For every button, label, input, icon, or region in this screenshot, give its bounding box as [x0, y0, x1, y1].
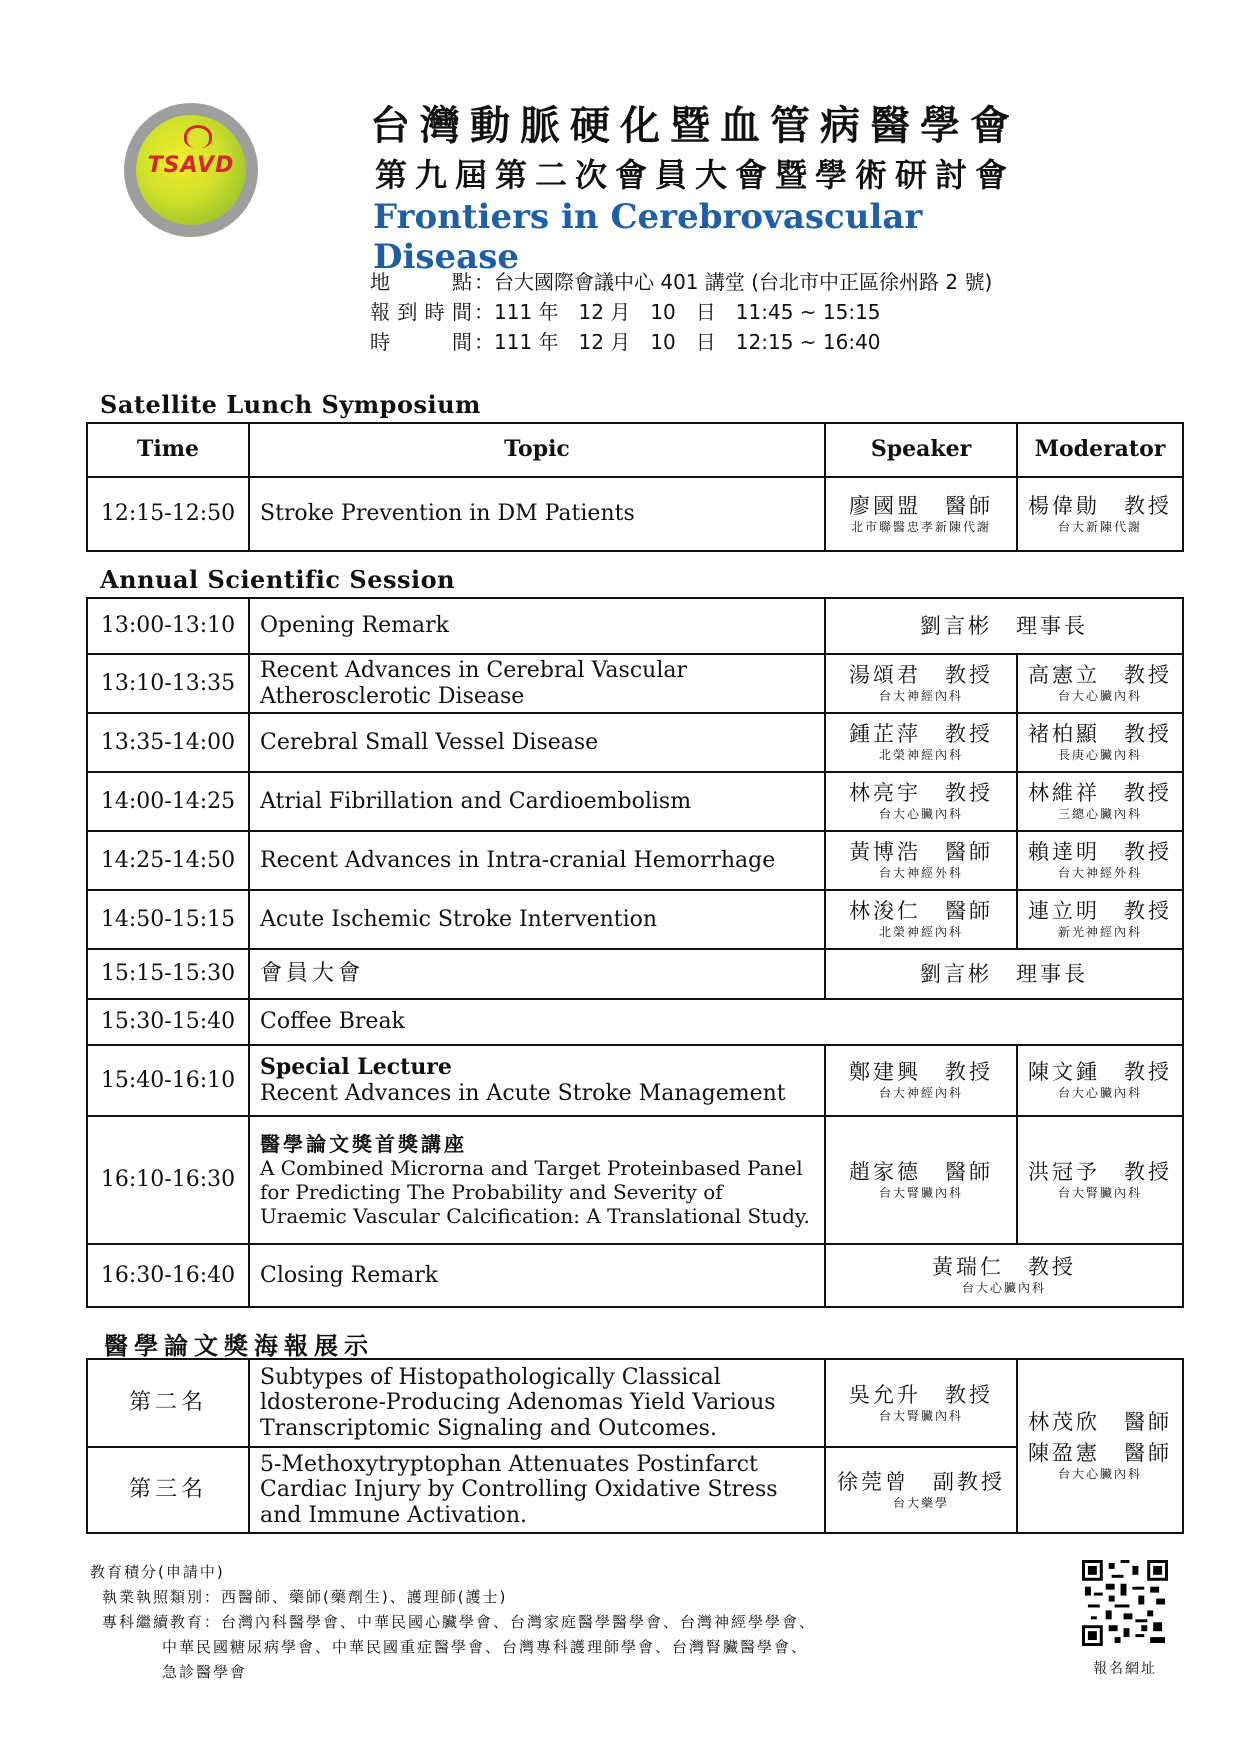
speaker-affiliation: 台大腎臟內科: [878, 1185, 963, 1200]
moderator-affiliation: 台大心臟內科: [1057, 1086, 1142, 1101]
row-topic: [249, 1116, 825, 1244]
speaker-name: 吳允升 教授: [849, 1382, 993, 1407]
logo-text: TSAVD: [147, 153, 235, 178]
colon: ：: [474, 330, 494, 354]
row-topic: [249, 1045, 825, 1116]
row-speaker: [825, 477, 1017, 551]
row-moderator: [1017, 772, 1183, 831]
colon: ：: [474, 270, 494, 294]
row-chair: [825, 1244, 1183, 1307]
colon: ：: [474, 300, 494, 324]
tsavd-logo: [124, 103, 258, 237]
speaker-affiliation: 台大心臟內科: [878, 807, 963, 822]
time-label: 時 間: [370, 330, 474, 354]
row-time: 13:10-13:35: [87, 654, 249, 713]
row-time: 15:15-15:30: [87, 949, 249, 999]
row-topic: Opening Remark: [249, 598, 825, 654]
checkin-value: 111 年 12 月 10 日 11:45 ~ 15:15: [494, 300, 881, 324]
moderator-affiliation: 台大新陳代謝: [1057, 519, 1142, 534]
checkin-line: [370, 296, 881, 325]
registration-qr-code[interactable]: [1082, 1560, 1168, 1646]
row-topic: Cerebral Small Vessel Disease: [249, 713, 825, 772]
table-row: [87, 1359, 1183, 1447]
speaker-name: 黃博浩 醫師: [849, 840, 993, 865]
speaker-affiliation: 台大神經外科: [878, 866, 963, 881]
table-row: [87, 949, 1183, 999]
qr-label: 報名網址: [1093, 1661, 1157, 1677]
row-speaker: [825, 772, 1017, 831]
annual-section-title: Annual Scientific Session: [100, 565, 456, 594]
topic-text: Recent Advances in Acute Stroke Management: [260, 1080, 786, 1106]
moderator-affiliation: 長庚心臟內科: [1057, 748, 1142, 763]
moderator-name: 高憲立 教授: [1028, 663, 1172, 688]
poster-speaker: [825, 1447, 1017, 1533]
table-row: [87, 1116, 1183, 1244]
speaker-name: 鄭建興 教授: [849, 1060, 993, 1085]
row-topic: Recent Advances in Intra-cranial Hemorrhage: [249, 831, 825, 890]
moderator-name: 連立明 教授: [1028, 899, 1172, 924]
time-value: 111 年 12 月 10 日 12:15 ~ 16:40: [494, 330, 881, 354]
poster-section-title: 醫學論文獎海報展示: [104, 1332, 374, 1360]
table-row: [87, 1045, 1183, 1116]
moderator-affiliation: 台大心臟內科: [1057, 689, 1142, 704]
moderator-name: 洪冠予 教授: [1028, 1159, 1172, 1184]
moderator-name: 褚柏顯 教授: [1028, 722, 1172, 747]
location-line: [370, 266, 992, 295]
row-topic: Atrial Fibrillation and Cardioembolism: [249, 772, 825, 831]
row-speaker: [825, 831, 1017, 890]
location-value: 台大國際會議中心 401 講堂 (台北市中正區徐州路 2 號): [494, 270, 993, 294]
moderator-name: 楊偉勛 教授: [1028, 493, 1172, 518]
moderator-name: 林維祥 教授: [1028, 781, 1172, 806]
row-topic: Coffee Break: [249, 999, 1183, 1045]
page-subtitle: 第九屆第二次會員大會暨學術研討會: [374, 156, 1015, 194]
moderator-affiliation: 台大心臟內科: [1057, 1466, 1142, 1481]
row-speaker: [825, 1116, 1017, 1244]
row-speaker: [825, 713, 1017, 772]
poster-rank: 第三名: [87, 1447, 249, 1533]
speaker-affiliation: 台大腎臟內科: [878, 1408, 963, 1423]
header-time: Time: [87, 423, 249, 477]
speaker-name: 趙家德 醫師: [849, 1159, 993, 1184]
specialty-note-cont: 中華民國糖尿病學會、中華民國重症醫學會、台灣專科護理師學會、台灣腎臟醫學會、: [162, 1638, 809, 1656]
row-time: 15:40-16:10: [87, 1045, 249, 1116]
row-moderator: [1017, 654, 1183, 713]
row-speaker: [825, 654, 1017, 713]
license-note: 執業執照類別：西醫師、藥師(藥劑生)、護理師(護士): [102, 1588, 508, 1606]
location-label: 地 點: [370, 270, 474, 294]
credit-note: 教育積分(申請中): [90, 1563, 225, 1581]
row-moderator: [1017, 831, 1183, 890]
row-chair: [825, 598, 1183, 654]
row-time: 16:30-16:40: [87, 1244, 249, 1307]
speaker-affiliation: 台大神經內科: [878, 1086, 963, 1101]
checkin-label: 報到時間: [370, 300, 474, 324]
moderator-name: 賴達明 教授: [1028, 840, 1172, 865]
row-topic: Recent Advances in Cerebral Vascular Atherosclerotic Disease: [249, 654, 825, 713]
header-speaker: Speaker: [825, 423, 1017, 477]
footer-notes: [90, 1560, 1070, 1685]
poster-rank: 第二名: [87, 1359, 249, 1447]
row-chair: [825, 949, 1183, 999]
speaker-affiliation: 台大神經內科: [878, 689, 963, 704]
poster-speaker: [825, 1359, 1017, 1447]
award-lecture-heading: 醫學論文獎首獎講座: [260, 1132, 467, 1156]
poster-moderators: [1017, 1359, 1183, 1533]
row-topic: Acute Ischemic Stroke Intervention: [249, 890, 825, 949]
specialty-note: 專科繼續教育：台灣內科醫學會、中華民國心臟學會、台灣家庭醫學醫學會、台灣神經學學會、: [102, 1613, 817, 1631]
speaker-name: 林亮宇 教授: [849, 781, 993, 806]
chair-affiliation: 台大心臟內科: [961, 1281, 1046, 1296]
speaker-affiliation: 台大藥學: [892, 1495, 949, 1510]
chair-name: 劉言彬 理事長: [920, 613, 1088, 638]
header-topic: Topic: [249, 423, 825, 477]
speaker-name: 鍾芷萍 教授: [849, 722, 993, 747]
moderator-name: 陳盈憲 醫師: [1028, 1440, 1172, 1465]
speaker-name: 徐莞曾 副教授: [837, 1469, 1005, 1494]
english-title: Frontiers in Cerebrovascular Disease: [373, 197, 923, 277]
table-row: [87, 772, 1183, 831]
annual-table: [86, 597, 1184, 1308]
moderator-affiliation: 台大神經外科: [1057, 866, 1142, 881]
table-row: [87, 477, 1183, 551]
speaker-affiliation: 北榮神經內科: [878, 748, 963, 763]
moderator-affiliation: 三總心臟內科: [1057, 807, 1142, 822]
row-time: 13:35-14:00: [87, 713, 249, 772]
moderator-affiliation: 新光神經內科: [1057, 925, 1142, 940]
lunch-section-title: Satellite Lunch Symposium: [100, 390, 481, 419]
speaker-name: 廖國盟 醫師: [849, 493, 993, 518]
poster-topic: Subtypes of Histopathologically Classical ldosterone-Producing Adenomas Yield Various Transcriptomic Signaling and Outcomes.: [249, 1359, 825, 1447]
row-speaker: [825, 890, 1017, 949]
speaker-name: 湯頌君 教授: [849, 663, 993, 688]
speaker-name: 林浚仁 醫師: [849, 899, 993, 924]
row-time: 14:50-15:15: [87, 890, 249, 949]
table-row: [87, 1244, 1183, 1307]
moderator-name: 林茂欣 醫師: [1028, 1410, 1172, 1435]
chair-name: 黃瑞仁 教授: [932, 1255, 1076, 1280]
table-header-row: [87, 423, 1183, 477]
row-speaker: [825, 1045, 1017, 1116]
row-topic: Closing Remark: [249, 1244, 825, 1307]
speaker-affiliation: 北榮神經內科: [878, 925, 963, 940]
table-row: [87, 654, 1183, 713]
topic-text: A Combined Microrna and Target Proteinbased Panel for Predicting The Probability and Severity of Uraemic Vascular Calcification: A Translational Study.: [260, 1156, 810, 1228]
row-moderator: [1017, 890, 1183, 949]
row-moderator: [1017, 1045, 1183, 1116]
moderator-affiliation: 台大腎臟內科: [1057, 1185, 1142, 1200]
table-row: [87, 598, 1183, 654]
poster-topic: 5-Methoxytryptophan Attenuates Postinfarct Cardiac Injury by Controlling Oxidative Stress and Immune Activation.: [249, 1447, 825, 1533]
lunch-table: [86, 422, 1184, 552]
row-time: 16:10-16:30: [87, 1116, 249, 1244]
row-topic: 會員大會: [249, 949, 825, 999]
row-time: 14:00-14:25: [87, 772, 249, 831]
row-moderator: [1017, 477, 1183, 551]
table-row: [87, 831, 1183, 890]
poster-table: [86, 1358, 1184, 1534]
moderator-name: 陳文鍾 教授: [1028, 1060, 1172, 1085]
row-time: 13:00-13:10: [87, 598, 249, 654]
row-moderator: [1017, 713, 1183, 772]
header-moderator: Moderator: [1017, 423, 1183, 477]
row-moderator: [1017, 1116, 1183, 1244]
chair-name: 劉言彬 理事長: [920, 961, 1088, 986]
table-row: [87, 890, 1183, 949]
table-row: [87, 713, 1183, 772]
row-time: 12:15-12:50: [87, 477, 249, 551]
table-row: [87, 999, 1183, 1045]
speaker-affiliation: 北市聯醫忠孝新陳代謝: [850, 519, 991, 534]
row-time: 14:25-14:50: [87, 831, 249, 890]
row-topic: Stroke Prevention in DM Patients: [249, 477, 825, 551]
row-time: 15:30-15:40: [87, 999, 249, 1045]
page-title: 台灣動脈硬化暨血管病醫學會: [370, 102, 1020, 149]
time-line: [370, 326, 881, 355]
specialty-note-cont: 急診醫學會: [162, 1663, 248, 1681]
special-lecture-heading: Special Lecture: [260, 1054, 452, 1081]
